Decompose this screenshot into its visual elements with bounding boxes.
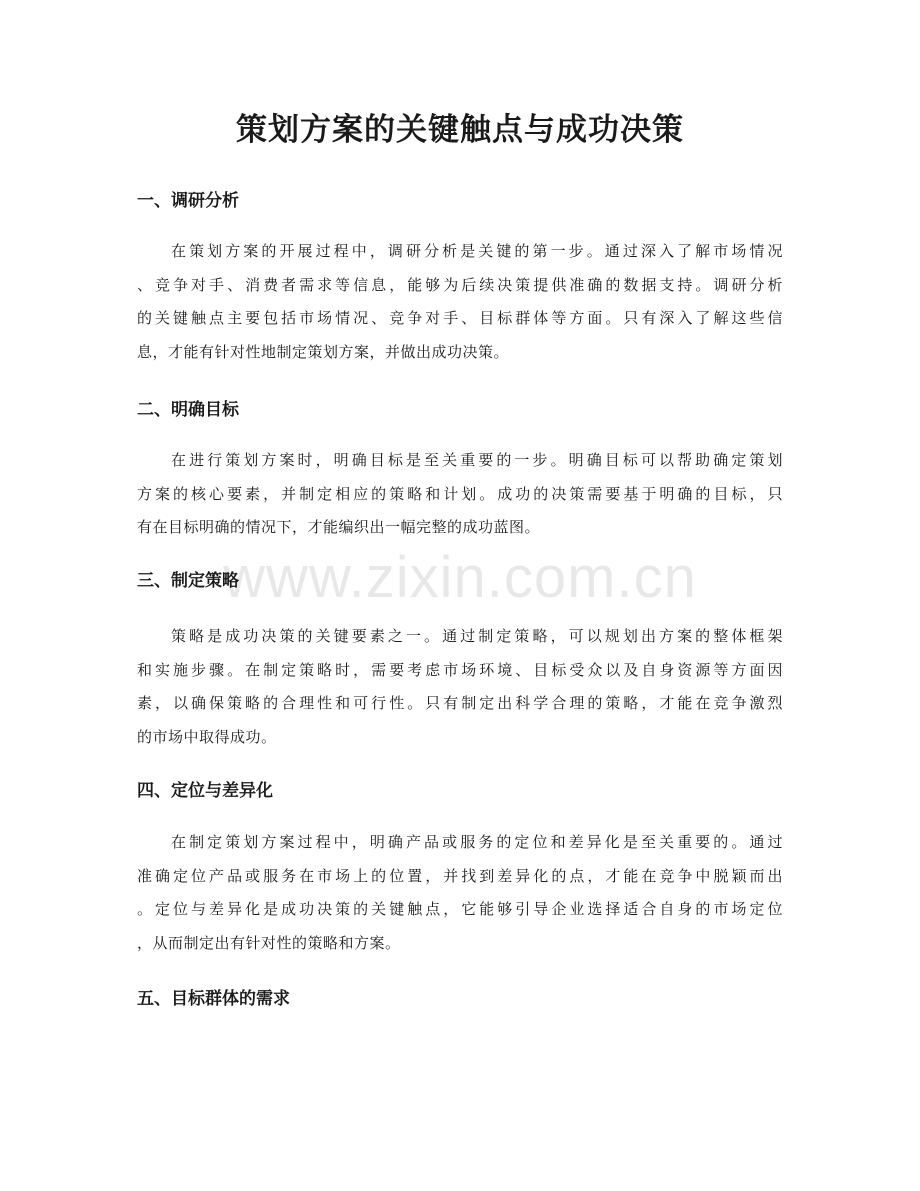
section-paragraph-2 [137,444,783,545]
paragraph-line: 在策划方案的开展过程中，调研分析是关键的第一步。通过深入了解市场情况 [171,242,783,260]
paragraph-line: 。定位与差异化是成功决策的关键触点，它能够引导企业选择适合自身的市场定位 [137,900,783,918]
section-heading-3: 三、制定策略 [137,571,239,591]
section-heading-5: 五、目标群体的需求 [137,989,290,1009]
section-paragraph-1 [137,235,783,369]
paragraph-line: 方案的核心要素，并制定相应的策略和计划。成功的决策需要基于明确的目标，只 [137,484,783,503]
section-heading-1: 一、调研分析 [137,191,239,211]
watermark: www.zixin.com.cn [223,545,697,610]
paragraph-line: 和实施步骤。在制定策略时，需要考虑市场环境、目标受众以及自身资源等方面因 [137,660,783,679]
paragraph-line: 息，才能有针对性地制定策划方案，并做出成功决策。 [137,342,510,361]
section-heading-2: 二、明确目标 [137,400,239,420]
section-heading-4: 四、定位与差异化 [137,781,273,801]
paragraph-line: 、竞争对手、消费者需求等信息，能够为后续决策提供准确的数据支持。调研分析 [137,275,783,294]
paragraph-line: 在进行策划方案时，明确目标是至关重要的一步。明确目标可以帮助确定策划 [171,451,783,469]
paragraph-line: ，从而制定出有针对性的策略和方案。 [137,933,401,952]
paragraph-line: 有在目标明确的情况下，才能编织出一幅完整的成功蓝图。 [137,518,541,536]
paragraph-line: 的市场中取得成功。 [137,727,277,746]
document-title: 策划方案的关键触点与成功决策 [236,112,684,148]
paragraph-line: 在制定策划方案过程中，明确产品或服务的定位和差异化是至关重要的。通过 [171,833,783,851]
paragraph-line: 策略是成功决策的关键要素之一。通过制定策略，可以规划出方案的整体框架 [171,627,783,645]
paragraph-line: 素，以确保策略的合理性和可行性。只有制定出科学合理的策略，才能在竞争激烈 [137,694,783,712]
section-paragraph-3 [137,620,783,754]
paragraph-line: 准确定位产品或服务在市场上的位置，并找到差异化的点，才能在竞争中脱颖而出 [137,866,783,885]
section-paragraph-4 [137,826,783,960]
paragraph-line: 的关键触点主要包括市场情况、竞争对手、目标群体等方面。只有深入了解这些信 [137,309,783,327]
